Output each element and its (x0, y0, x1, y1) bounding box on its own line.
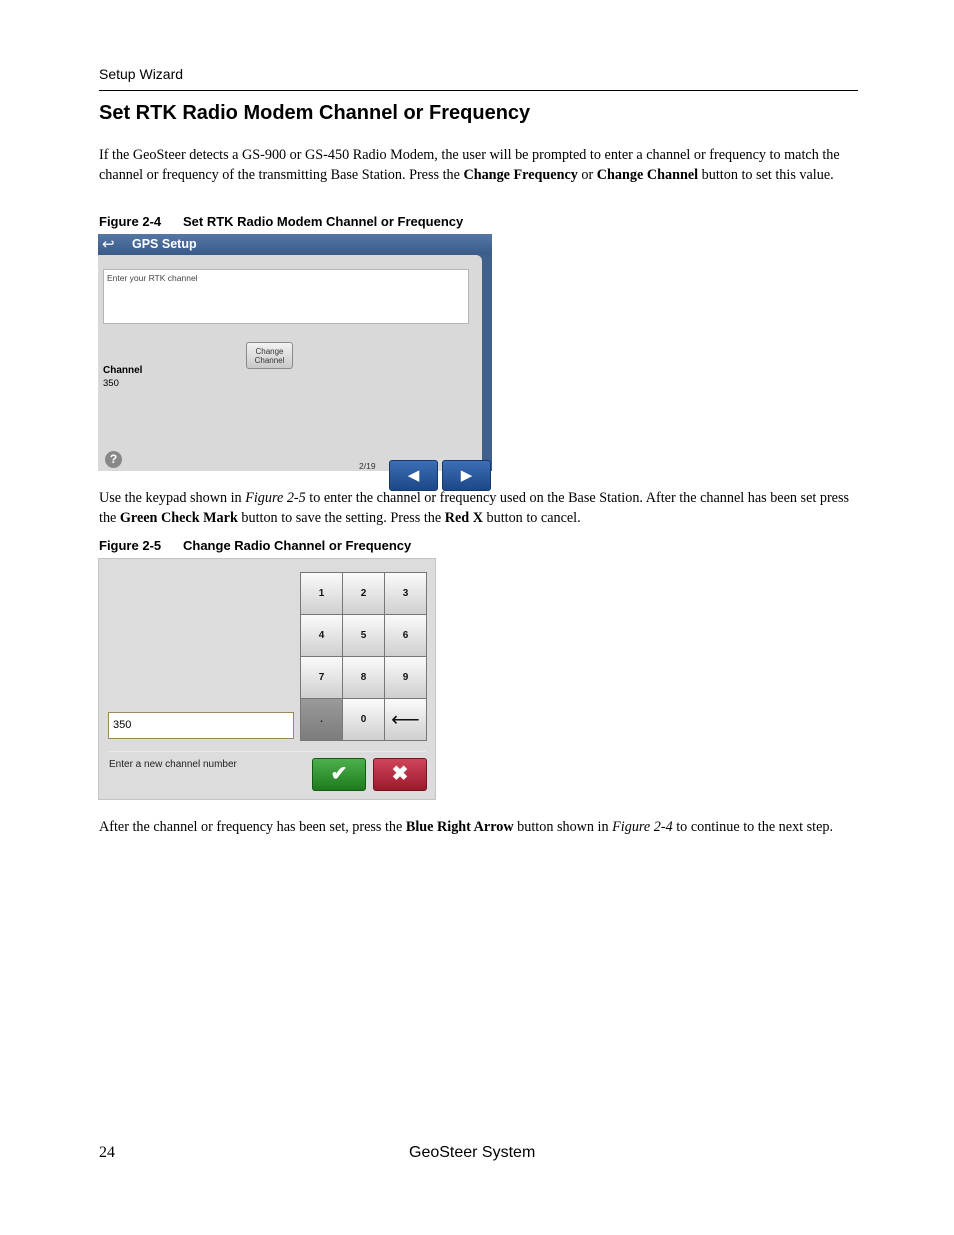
bold-term: Green Check Mark (119, 509, 238, 526)
figure-caption-text: Set RTK Radio Modem Channel or Frequency (183, 214, 464, 229)
text-run: or (577, 166, 597, 183)
text-run: button to cancel. (482, 509, 581, 526)
figure-reference: Figure 2-4 (612, 819, 673, 835)
text-run: button shown in (513, 819, 613, 835)
key-5[interactable]: 5 (343, 615, 384, 656)
text-run: If the GeoSteer detects a GS-900 or GS-450 Radio Modem, the user will be prompted to enter a channel or frequency to match the channel or frequency of the transmitting Base Station. Press the (99, 147, 840, 183)
intro-paragraph (99, 146, 856, 185)
entry-prompt: Enter a new channel number (109, 759, 237, 770)
closing-paragraph (99, 818, 856, 838)
key-2[interactable]: 2 (343, 573, 384, 614)
text-run: After the channel or frequency has been set, press the (99, 819, 406, 835)
back-arrow-icon[interactable]: ↩ (102, 236, 115, 253)
key-3[interactable]: 3 (385, 573, 426, 614)
footer-product-name: GeoSteer System (409, 1144, 536, 1161)
figure-caption-text: Change Radio Channel or Frequency (183, 538, 412, 553)
page-title: Set RTK Radio Modem Channel or Frequency (99, 102, 531, 124)
change-channel-button[interactable] (246, 342, 293, 369)
prev-arrow-button[interactable]: ◀ (389, 460, 438, 491)
backspace-key[interactable] (385, 699, 426, 740)
figure-number: Figure 2-4 (99, 214, 162, 229)
bold-term: Change Frequency (463, 166, 578, 183)
keypad-paragraph (99, 489, 856, 528)
text-run: button to save the setting. Press the (237, 509, 445, 526)
channel-entry-field[interactable]: 350 (108, 712, 294, 739)
gps-setup-screenshot (98, 234, 492, 484)
channel-label: Channel (103, 365, 143, 376)
text-run: to enter the channel or frequency used on the Base Station. After the channel has been set press the (99, 490, 850, 526)
text-run: Use the keypad shown in (99, 490, 246, 506)
bold-term: Red X (444, 509, 483, 526)
channel-value: 350 (103, 378, 119, 389)
figure-number: Figure 2-5 (99, 538, 162, 553)
page-number: 24 (99, 1144, 115, 1161)
header-rule (99, 90, 858, 91)
message-box (103, 269, 469, 324)
page-indicator: 2/19 (359, 461, 376, 471)
key-4[interactable]: 4 (301, 615, 342, 656)
divider (108, 751, 426, 752)
backspace-arrow-icon: ⟵ (391, 709, 420, 731)
message-text: Enter your RTK channel (107, 273, 198, 283)
key-1[interactable]: 1 (301, 573, 342, 614)
button-label-line: Change (255, 347, 284, 356)
green-check-button[interactable] (312, 758, 366, 791)
bold-term: Blue Right Arrow (405, 819, 514, 835)
key-7[interactable]: 7 (301, 657, 342, 698)
screen-titlebar (98, 234, 492, 255)
bold-term: Change Channel (596, 166, 699, 183)
check-icon: ✔ (330, 763, 348, 785)
numeric-keypad (300, 572, 427, 741)
running-header: Setup Wizard (99, 66, 184, 82)
key-0[interactable]: 0 (343, 699, 384, 740)
next-arrow-button[interactable]: ▶ (442, 460, 491, 491)
text-run: to continue to the next step. (672, 819, 834, 835)
red-x-button[interactable] (373, 758, 427, 791)
key-6[interactable]: 6 (385, 615, 426, 656)
channel-keypad-screenshot (98, 558, 436, 800)
key-9[interactable]: 9 (385, 657, 426, 698)
button-label-line: Channel (254, 356, 285, 365)
figure-reference: Figure 2-5 (245, 490, 306, 506)
close-icon: ✖ (391, 763, 409, 785)
screen-panel (98, 255, 482, 484)
text-run: button to set this value. (698, 166, 834, 183)
help-icon[interactable]: ? (105, 451, 122, 468)
key-decimal[interactable]: . (301, 699, 342, 740)
figure-caption-2-5 (99, 538, 411, 553)
key-8[interactable]: 8 (343, 657, 384, 698)
screen-title: GPS Setup (132, 237, 197, 251)
figure-caption-2-4 (99, 214, 463, 229)
